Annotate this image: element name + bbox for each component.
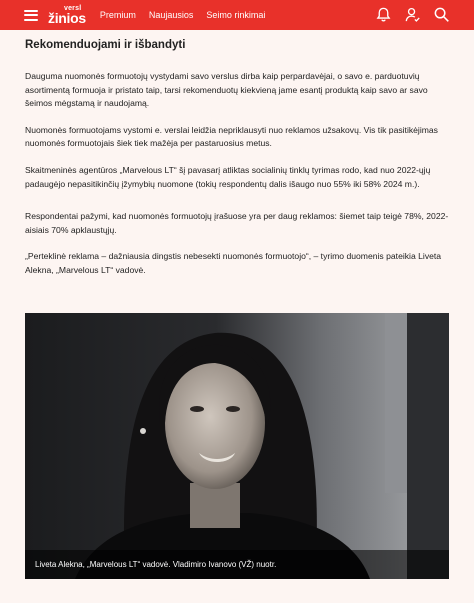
article-paragraph: Dauguma nuomonės formuotojų vystydami savo verslus dirba kaip perpardavėjai, o savo e. parduotuvių asortimentą formuoja ir pristato taip, tarsi rekomenduotų kiekvieną jame esantį produktą kaip savo ar savo šeimos mėgstamą ir naudojamą. <box>25 71 428 109</box>
nav-link-seimo-rinkimai[interactable]: Seimo rinkimai <box>206 10 266 20</box>
bell-icon[interactable] <box>375 6 392 23</box>
nav-link-premium[interactable]: Premium <box>99 10 136 20</box>
nav-link-naujausios[interactable]: Naujausios <box>148 10 194 20</box>
article-paragraph: Nuomonės formuotojams vystomi e. verslai leidžia nepriklausyti nuo reklamos užsakovų. Vis tik pasitikėjimas nuomonės formuotojais šiek tiek mažėja per pastaruosius metus. <box>25 124 438 149</box>
article-photo[interactable] <box>25 313 449 579</box>
header-actions <box>375 6 450 23</box>
article-paragraph: Respondentai pažymi, kad nuomonės formuotojų įrašuose yra per daug reklamos: šiemet taip teigė 78%, 2022-aisiais 70% apklaustųjų. <box>25 211 449 235</box>
top-navigation-bar <box>0 0 474 30</box>
main-nav <box>100 10 266 20</box>
logo-main-text: žinios <box>48 10 86 26</box>
article-body <box>25 38 449 278</box>
site-logo[interactable] <box>48 5 86 25</box>
section-heading: Rekomenduojami ir išbandyti <box>25 39 186 51</box>
user-icon[interactable] <box>404 6 421 23</box>
article-paragraph: „Perteklinė reklama – dažniausia dingstis nebesekti nuomonės formuotojo“, – tyrimo duomenis pateikia Liveta Alekna, „Marvelous LT“ vadovė. <box>25 251 442 275</box>
search-icon[interactable] <box>433 6 450 23</box>
hamburger-menu-icon[interactable] <box>24 10 38 21</box>
photo-caption: Liveta Alekna, „Marvelous LT“ vadovė. Vladimiro Ivanovo (VŽ) nuotr. <box>25 550 449 579</box>
article-paragraph: Skaitmeninės agentūros „Marvelous LT“ šį pavasarį atliktas socialinių tinklų tyrimas rodo, kad nuo 2022-ųjų padaugėjo nepasitikinčių įžymybių nuomone (tokių respondentų dalis išaugo nuo 55% iki 58% 2024 m.). <box>25 164 431 189</box>
logo-top-text: versl <box>64 5 82 12</box>
